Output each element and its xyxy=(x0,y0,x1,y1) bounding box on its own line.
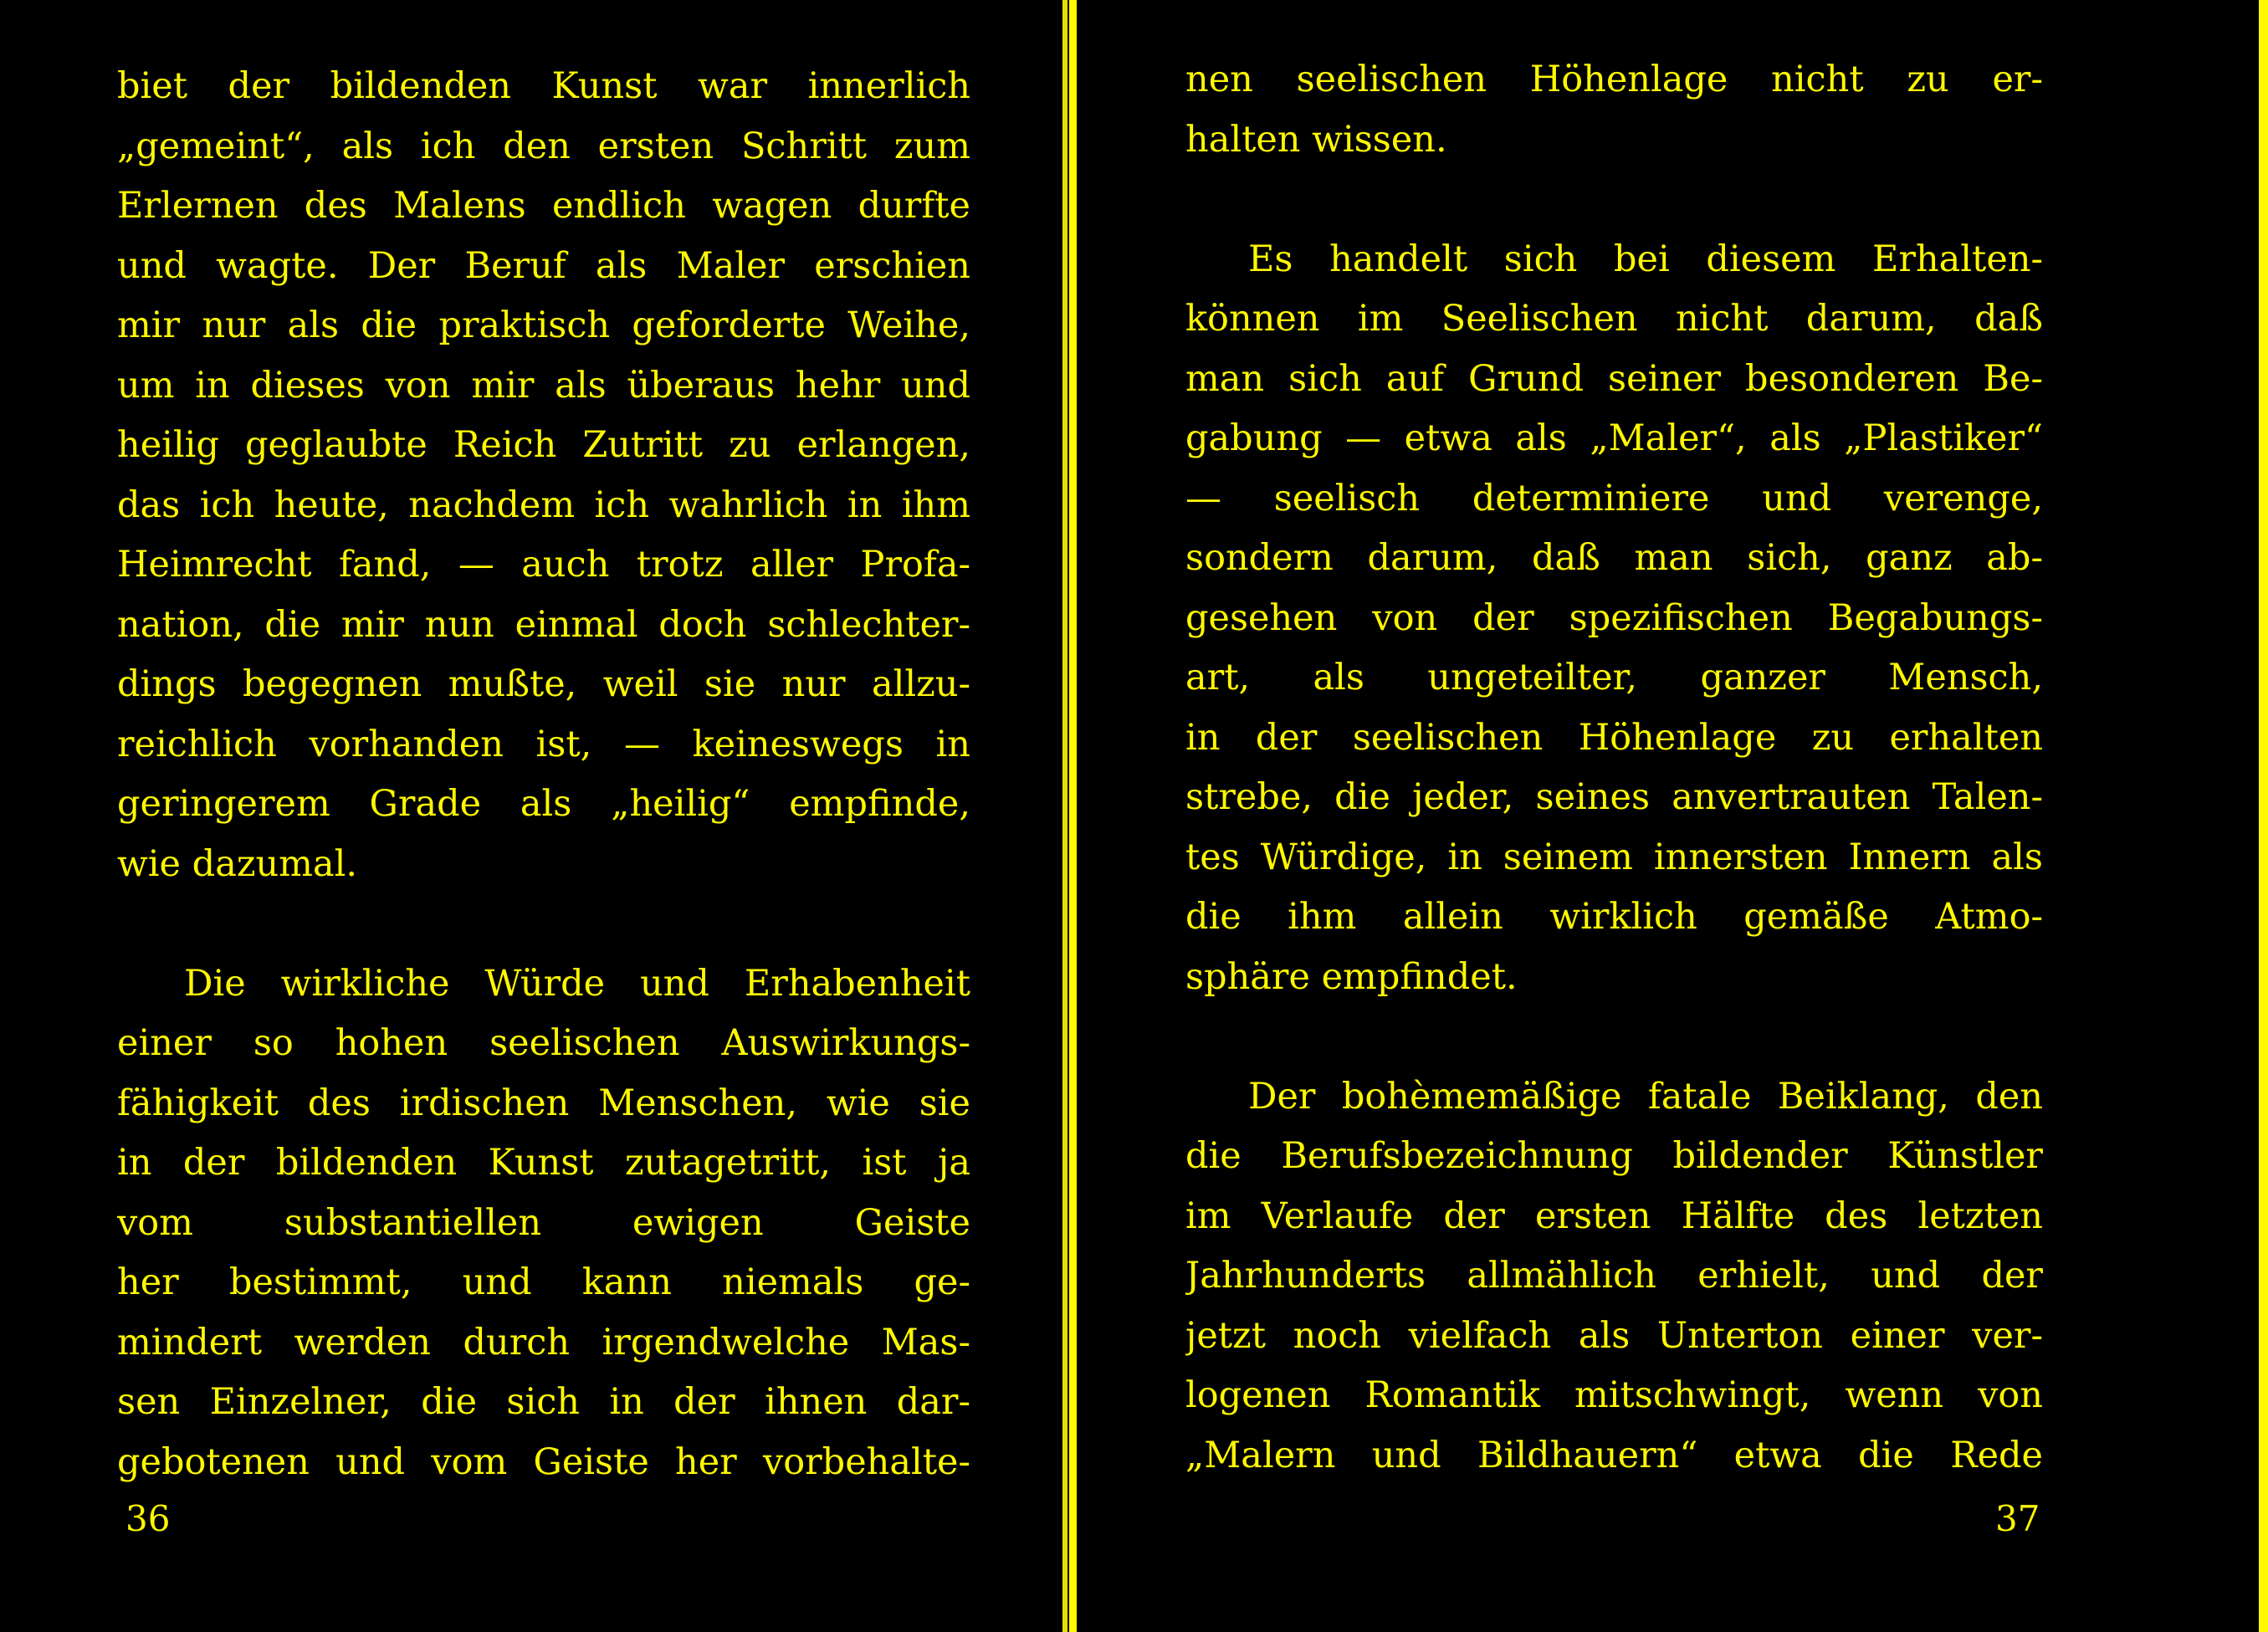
left-page-text xyxy=(117,57,970,1492)
text-line: man sich auf Grund seiner besonderen Be- xyxy=(1185,357,2043,400)
text-line: sphäre empfindet. xyxy=(1185,955,1518,998)
page-edge xyxy=(2259,0,2268,1632)
text-line: das ich heute, nachdem ich wahrlich in ihm xyxy=(117,483,970,526)
text-line: art, als ungeteilter, ganzer Mensch, xyxy=(1185,657,2043,698)
text-line: nen seelischen Höhenlage nicht zu er- xyxy=(1185,59,2043,100)
right-page-text xyxy=(1185,50,2043,1486)
text-line: dings begegnen mußte, weil sie nur allzu- xyxy=(117,663,970,705)
text-line: um in dieses von mir als überaus hehr und xyxy=(117,364,970,407)
text-line: strebe, die jeder, seines anvertrauten Talen- xyxy=(1185,776,2043,818)
paragraph-gap xyxy=(1185,170,2043,230)
text-line: logenen Romantik mitschwingt, wenn von xyxy=(1185,1374,2043,1416)
text-line: und wagte. Der Beruf als Maler erschien xyxy=(117,244,970,287)
text-line: in der seelischen Höhenlage zu erhalten xyxy=(1185,716,2043,759)
right-page xyxy=(1088,0,2268,1632)
text-line: die Berufsbezeichnung bildender Künstler xyxy=(1185,1135,2043,1177)
paragraph-gap xyxy=(1185,1007,2043,1067)
gutter-edge xyxy=(1069,0,1077,1632)
text-line: „gemeint“, als ich den ersten Schritt zum xyxy=(117,125,970,167)
text-line: „Malern und Bildhauern“ etwa die Rede xyxy=(1185,1434,2043,1476)
text-line: halten wissen. xyxy=(1185,118,1447,161)
text-line: heilig geglaubte Reich Zutritt zu erlangen, xyxy=(117,424,970,466)
page-number: 36 xyxy=(125,1498,171,1539)
page-number: 37 xyxy=(1995,1498,2040,1539)
text-line: nation, die mir nun einmal doch schlechter- xyxy=(117,603,970,646)
text-line: gabung — etwa als „Maler“, als „Plastiker“ xyxy=(1185,417,2043,459)
text-line: Heimrecht fand, — auch trotz aller Profa- xyxy=(117,544,970,586)
text-line: Die wirkliche Würde und Erhabenheit xyxy=(184,962,970,1005)
text-line: fähigkeit des irdischen Menschen, wie sie xyxy=(117,1082,970,1124)
text-line: Der bohèmemäßige fatale Beiklang, den xyxy=(1248,1075,2043,1118)
text-line: — seelisch determiniere und verenge, xyxy=(1185,477,2043,519)
text-line: Jahrhunderts allmählich erhielt, und der xyxy=(1185,1255,2043,1297)
text-line: in der bildenden Kunst zutagetritt, ist ja xyxy=(117,1142,970,1184)
book-gutter xyxy=(1046,0,1088,1632)
text-line: vom substantiellen ewigen Geiste xyxy=(117,1201,970,1244)
text-line: die ihm allein wirklich gemäße Atmo- xyxy=(1185,896,2043,938)
text-line: mindert werden durch irgendwelche Mas- xyxy=(117,1321,970,1363)
text-line: wie dazumal. xyxy=(117,842,358,885)
text-line: geringerem Grade als „heilig“ empfinde, xyxy=(117,783,970,825)
text-line: können im Seelischen nicht darum, daß xyxy=(1185,298,2043,340)
text-line: im Verlaufe der ersten Hälfte des letzten xyxy=(1185,1195,2043,1237)
text-line: gesehen von der spezifischen Begabungs- xyxy=(1185,596,2043,639)
text-line: mir nur als die praktisch geforderte Weihe, xyxy=(117,304,970,346)
text-line: reichlich vorhanden ist, — keineswegs in xyxy=(117,723,970,765)
text-line: tes Würdige, in seinem innersten Innern als xyxy=(1185,836,2043,878)
text-line: sondern darum, daß man sich, ganz ab- xyxy=(1185,537,2043,579)
text-line: Es handelt sich bei diesem Erhalten- xyxy=(1248,238,2043,280)
paragraph-gap xyxy=(117,894,970,954)
text-line: biet der bildenden Kunst war innerlich xyxy=(117,65,970,107)
gutter-edge xyxy=(1062,0,1067,1632)
text-line: sen Einzelner, die sich in der ihnen dar- xyxy=(117,1381,970,1423)
text-line: jetzt noch vielfach als Unterton einer ver- xyxy=(1185,1314,2043,1357)
text-line: gebotenen und vom Geiste her vorbehalte- xyxy=(117,1440,970,1483)
text-line: Erlernen des Malens endlich wagen durfte xyxy=(117,185,970,227)
left-page xyxy=(0,0,1054,1632)
text-line: einer so hohen seelischen Auswirkungs- xyxy=(117,1022,970,1064)
text-line: her bestimmt, und kann niemals ge- xyxy=(117,1261,970,1303)
